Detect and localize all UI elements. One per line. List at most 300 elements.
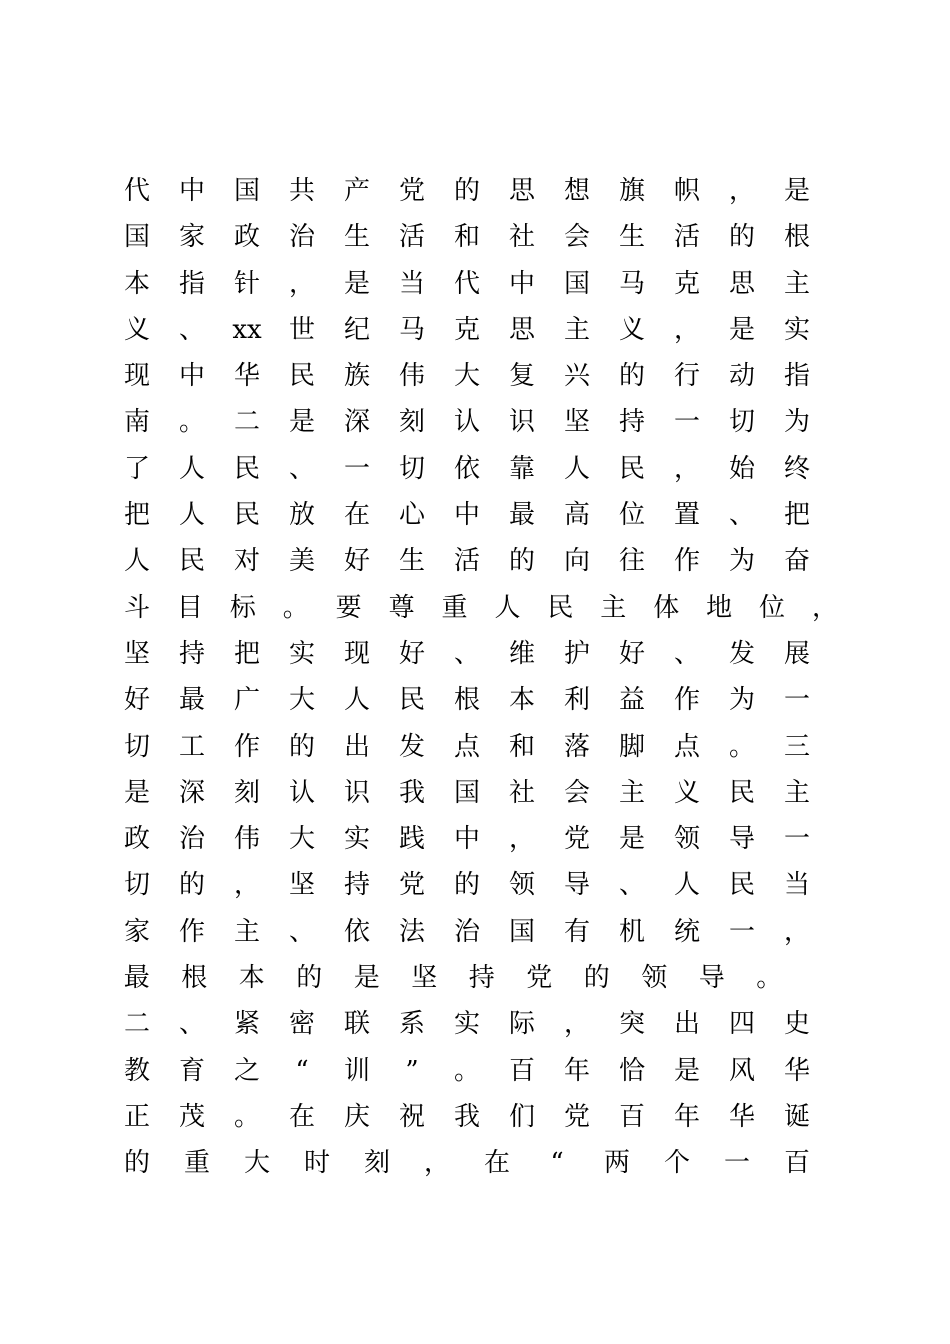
text-glyph: 家 bbox=[178, 222, 205, 253]
text-glyph: 出 bbox=[343, 731, 370, 762]
text-glyph: 当 bbox=[398, 268, 425, 299]
text-glyph: 法 bbox=[398, 916, 425, 947]
text-glyph: “ bbox=[550, 1148, 564, 1179]
text-glyph: 脚 bbox=[618, 731, 645, 762]
text-glyph: 点 bbox=[673, 731, 700, 762]
text-glyph: 两 bbox=[603, 1148, 630, 1179]
text-glyph: 生 bbox=[618, 222, 645, 253]
text-line bbox=[122, 724, 812, 770]
text-glyph: 在 bbox=[288, 1101, 315, 1132]
text-glyph: ， bbox=[673, 314, 700, 345]
text-line bbox=[122, 585, 840, 631]
text-glyph: 作 bbox=[178, 916, 205, 947]
text-glyph: 坚 bbox=[411, 963, 438, 994]
text-glyph: 是 bbox=[783, 176, 810, 206]
text-glyph: 根 bbox=[783, 222, 810, 253]
text-glyph: 正 bbox=[123, 1101, 150, 1132]
text-glyph: “ bbox=[295, 1055, 309, 1086]
text-glyph: xx bbox=[232, 314, 262, 345]
text-glyph: 领 bbox=[673, 824, 700, 855]
text-line bbox=[122, 168, 812, 214]
text-glyph: 的 bbox=[728, 222, 755, 253]
text-glyph: 、 bbox=[178, 314, 205, 345]
text-glyph: 是 bbox=[618, 824, 645, 855]
text-glyph: 位 bbox=[618, 500, 645, 531]
text-glyph: 人 bbox=[123, 546, 150, 577]
text-line bbox=[122, 399, 812, 445]
text-glyph: 诞 bbox=[783, 1101, 810, 1132]
text-glyph: 是 bbox=[343, 268, 370, 299]
text-glyph: 民 bbox=[398, 685, 425, 716]
text-glyph: 主 bbox=[783, 777, 810, 808]
text-glyph: 识 bbox=[508, 407, 535, 438]
text-glyph: 社 bbox=[508, 777, 535, 808]
text-line bbox=[122, 955, 812, 1001]
text-glyph: 、 bbox=[288, 453, 315, 484]
text-glyph: 实 bbox=[343, 824, 370, 855]
text-glyph: 马 bbox=[398, 314, 425, 345]
text-glyph: 导 bbox=[728, 824, 755, 855]
text-glyph: 对 bbox=[233, 546, 260, 577]
text-glyph: 本 bbox=[238, 963, 265, 994]
text-glyph: 指 bbox=[178, 268, 205, 299]
text-glyph: 刻 bbox=[398, 407, 425, 438]
text-glyph: 党 bbox=[398, 870, 425, 901]
text-glyph: 向 bbox=[563, 546, 590, 577]
text-glyph: 尊 bbox=[388, 592, 415, 623]
text-glyph: ， bbox=[783, 916, 810, 947]
text-glyph: 。 bbox=[233, 1101, 260, 1132]
text-glyph: 是 bbox=[123, 777, 150, 808]
text-glyph: 导 bbox=[563, 870, 590, 901]
text-glyph: 我 bbox=[398, 777, 425, 808]
text-glyph: 世 bbox=[288, 314, 315, 345]
text-glyph: 大 bbox=[288, 685, 315, 716]
text-glyph: 民 bbox=[728, 870, 755, 901]
text-glyph: 民 bbox=[728, 777, 755, 808]
text-line bbox=[122, 862, 812, 908]
text-glyph: 的 bbox=[618, 361, 645, 392]
text-glyph: 主 bbox=[233, 916, 260, 947]
text-glyph: ， bbox=[423, 1148, 450, 1179]
text-glyph: 人 bbox=[343, 685, 370, 716]
text-glyph: 重 bbox=[183, 1148, 210, 1179]
text-glyph: 人 bbox=[563, 453, 590, 484]
text-line bbox=[122, 631, 812, 677]
text-glyph: 际 bbox=[508, 1009, 535, 1040]
body-text bbox=[122, 168, 838, 1187]
text-glyph: 人 bbox=[178, 453, 205, 484]
text-glyph: 治 bbox=[453, 916, 480, 947]
text-glyph: 政 bbox=[233, 222, 260, 253]
text-glyph: 教 bbox=[123, 1055, 150, 1086]
text-glyph: 有 bbox=[563, 916, 590, 947]
text-glyph: 国 bbox=[123, 222, 150, 253]
text-glyph: 复 bbox=[508, 361, 535, 392]
text-glyph: 民 bbox=[618, 453, 645, 484]
text-glyph: ” bbox=[405, 1055, 419, 1086]
text-glyph: 中 bbox=[178, 361, 205, 392]
text-glyph: 斗 bbox=[123, 592, 150, 623]
text-glyph: 持 bbox=[468, 963, 495, 994]
text-glyph: 们 bbox=[508, 1101, 535, 1132]
text-glyph: 马 bbox=[618, 268, 645, 299]
text-glyph: 人 bbox=[673, 870, 700, 901]
text-glyph: 实 bbox=[288, 638, 315, 669]
text-glyph: ， bbox=[508, 824, 535, 855]
text-glyph: 位 bbox=[759, 592, 786, 623]
text-glyph: 纪 bbox=[343, 314, 370, 345]
text-glyph: 主 bbox=[618, 777, 645, 808]
text-glyph: 坚 bbox=[563, 407, 590, 438]
text-glyph: 终 bbox=[783, 453, 810, 484]
text-line bbox=[122, 909, 812, 955]
text-glyph: 领 bbox=[641, 963, 668, 994]
text-glyph: 治 bbox=[288, 222, 315, 253]
text-glyph: 联 bbox=[343, 1009, 370, 1040]
text-glyph: 主 bbox=[783, 268, 810, 299]
text-glyph: 好 bbox=[618, 638, 645, 669]
text-glyph: 展 bbox=[783, 638, 810, 669]
text-glyph: 心 bbox=[398, 500, 425, 531]
text-glyph: 好 bbox=[398, 638, 425, 669]
text-glyph: 治 bbox=[178, 824, 205, 855]
text-glyph: 为 bbox=[728, 546, 755, 577]
text-glyph: 克 bbox=[673, 268, 700, 299]
text-glyph: 点 bbox=[453, 731, 480, 762]
text-glyph: 义 bbox=[123, 314, 150, 345]
text-glyph: 党 bbox=[398, 176, 425, 206]
text-glyph: 大 bbox=[453, 361, 480, 392]
text-glyph: 领 bbox=[508, 870, 535, 901]
text-line bbox=[122, 214, 812, 260]
text-glyph: 、 bbox=[288, 916, 315, 947]
text-glyph: 思 bbox=[508, 176, 535, 206]
text-glyph: 落 bbox=[563, 731, 590, 762]
text-line bbox=[122, 446, 812, 492]
text-glyph: 一 bbox=[723, 1148, 750, 1179]
text-glyph: 一 bbox=[783, 824, 810, 855]
text-glyph: 义 bbox=[673, 777, 700, 808]
text-glyph: 深 bbox=[343, 407, 370, 438]
text-glyph: 帜 bbox=[673, 176, 700, 206]
text-glyph: 一 bbox=[783, 685, 810, 716]
text-glyph: 主 bbox=[563, 314, 590, 345]
text-line bbox=[122, 492, 812, 538]
text-glyph: 紧 bbox=[233, 1009, 260, 1040]
text-glyph: 国 bbox=[453, 777, 480, 808]
text-glyph: ， bbox=[673, 453, 700, 484]
text-glyph: 益 bbox=[618, 685, 645, 716]
text-glyph: 育 bbox=[178, 1055, 205, 1086]
text-glyph: 共 bbox=[288, 176, 315, 206]
text-glyph: 指 bbox=[783, 361, 810, 392]
text-glyph: 生 bbox=[398, 546, 425, 577]
text-line bbox=[122, 353, 812, 399]
text-glyph: 的 bbox=[178, 870, 205, 901]
text-glyph: 护 bbox=[563, 638, 590, 669]
text-glyph: 国 bbox=[233, 176, 260, 206]
text-glyph: 三 bbox=[783, 731, 810, 762]
text-glyph: 的 bbox=[583, 963, 610, 994]
text-glyph: 坚 bbox=[288, 870, 315, 901]
text-glyph: 的 bbox=[453, 176, 480, 206]
text-glyph: 民 bbox=[233, 453, 260, 484]
text-glyph: 持 bbox=[618, 407, 645, 438]
text-glyph: 践 bbox=[398, 824, 425, 855]
section-heading-line bbox=[122, 1001, 812, 1047]
text-glyph: 本 bbox=[123, 268, 150, 299]
text-glyph: 祝 bbox=[398, 1101, 425, 1132]
text-glyph: 根 bbox=[181, 963, 208, 994]
text-glyph: 体 bbox=[653, 592, 680, 623]
text-glyph: 作 bbox=[673, 546, 700, 577]
text-glyph: 生 bbox=[343, 222, 370, 253]
text-glyph: 旗 bbox=[618, 176, 645, 206]
text-glyph: 坚 bbox=[123, 638, 150, 669]
text-glyph: 美 bbox=[288, 546, 315, 577]
text-glyph: 中 bbox=[508, 268, 535, 299]
text-glyph: ， bbox=[811, 592, 838, 623]
text-glyph: 民 bbox=[547, 592, 574, 623]
text-glyph: 最 bbox=[508, 500, 535, 531]
text-glyph: 党 bbox=[526, 963, 553, 994]
text-glyph: 往 bbox=[618, 546, 645, 577]
text-glyph: 标 bbox=[229, 592, 256, 623]
text-glyph: 中 bbox=[178, 176, 205, 206]
text-glyph: 百 bbox=[508, 1055, 535, 1086]
text-glyph: 党 bbox=[563, 1101, 590, 1132]
text-glyph: 。 bbox=[728, 731, 755, 762]
text-glyph: 依 bbox=[453, 453, 480, 484]
text-glyph: ， bbox=[233, 870, 260, 901]
text-glyph: 为 bbox=[783, 407, 810, 438]
text-glyph: 是 bbox=[288, 407, 315, 438]
text-glyph: 庆 bbox=[343, 1101, 370, 1132]
text-line bbox=[122, 770, 812, 816]
text-glyph: 人 bbox=[494, 592, 521, 623]
text-glyph: 年 bbox=[673, 1101, 700, 1132]
text-glyph: 把 bbox=[783, 500, 810, 531]
text-glyph: ， bbox=[728, 176, 755, 206]
text-glyph: 高 bbox=[563, 500, 590, 531]
text-glyph: 华 bbox=[233, 361, 260, 392]
text-glyph: 我 bbox=[453, 1101, 480, 1132]
text-glyph: 、 bbox=[728, 500, 755, 531]
text-glyph: 工 bbox=[178, 731, 205, 762]
text-glyph: 机 bbox=[618, 916, 645, 947]
text-glyph: 民 bbox=[288, 361, 315, 392]
text-glyph: 是 bbox=[353, 963, 380, 994]
text-glyph: 实 bbox=[783, 314, 810, 345]
text-glyph: 利 bbox=[563, 685, 590, 716]
text-glyph: 切 bbox=[398, 453, 425, 484]
text-glyph: 切 bbox=[123, 870, 150, 901]
text-glyph: ， bbox=[288, 268, 315, 299]
text-glyph: 针 bbox=[233, 268, 260, 299]
text-glyph: 党 bbox=[563, 824, 590, 855]
text-glyph: 主 bbox=[600, 592, 627, 623]
text-glyph: 训 bbox=[343, 1055, 370, 1086]
text-glyph: 是 bbox=[673, 1055, 700, 1086]
text-line bbox=[122, 538, 812, 584]
text-glyph: 的 bbox=[123, 1148, 150, 1179]
text-glyph: 个 bbox=[663, 1148, 690, 1179]
text-glyph: 深 bbox=[178, 777, 205, 808]
text-line bbox=[122, 1048, 812, 1094]
text-glyph: 当 bbox=[783, 870, 810, 901]
text-glyph: 刻 bbox=[233, 777, 260, 808]
text-glyph: 恰 bbox=[618, 1055, 645, 1086]
text-glyph: 好 bbox=[123, 685, 150, 716]
text-glyph: 之 bbox=[233, 1055, 260, 1086]
text-glyph: 。 bbox=[756, 963, 783, 994]
text-glyph: 义 bbox=[618, 314, 645, 345]
text-glyph: 认 bbox=[288, 777, 315, 808]
text-glyph: 把 bbox=[123, 500, 150, 531]
text-glyph: 把 bbox=[233, 638, 260, 669]
text-glyph: 、 bbox=[618, 870, 645, 901]
text-glyph: 时 bbox=[303, 1148, 330, 1179]
text-glyph: 统 bbox=[673, 916, 700, 947]
text-glyph: 想 bbox=[563, 176, 590, 206]
text-glyph: 要 bbox=[335, 592, 362, 623]
text-glyph: 华 bbox=[783, 1055, 810, 1086]
text-glyph: 在 bbox=[343, 500, 370, 531]
text-glyph: 重 bbox=[441, 592, 468, 623]
text-glyph: 地 bbox=[706, 592, 733, 623]
text-glyph: 动 bbox=[728, 361, 755, 392]
text-glyph: 密 bbox=[288, 1009, 315, 1040]
text-glyph: 持 bbox=[343, 870, 370, 901]
text-glyph: 认 bbox=[453, 407, 480, 438]
text-line bbox=[122, 1094, 812, 1140]
text-glyph: 广 bbox=[233, 685, 260, 716]
text-glyph: 产 bbox=[343, 176, 370, 206]
text-glyph: 思 bbox=[508, 314, 535, 345]
text-glyph: 和 bbox=[453, 222, 480, 253]
text-glyph: 。 bbox=[282, 592, 309, 623]
text-line bbox=[122, 307, 812, 353]
text-glyph: 作 bbox=[233, 731, 260, 762]
text-glyph: 好 bbox=[343, 546, 370, 577]
text-line bbox=[122, 261, 812, 307]
text-glyph: 茂 bbox=[178, 1101, 205, 1132]
text-glyph: 伟 bbox=[233, 824, 260, 855]
text-glyph: 一 bbox=[673, 407, 700, 438]
text-glyph: 大 bbox=[243, 1148, 270, 1179]
text-glyph: 、 bbox=[673, 638, 700, 669]
text-glyph: 发 bbox=[398, 731, 425, 762]
text-glyph: 会 bbox=[563, 222, 590, 253]
text-glyph: 代 bbox=[453, 268, 480, 299]
text-glyph: 政 bbox=[123, 824, 150, 855]
text-glyph: 大 bbox=[288, 824, 315, 855]
text-glyph: 百 bbox=[783, 1148, 810, 1179]
text-glyph: 奋 bbox=[783, 546, 810, 577]
text-glyph: 一 bbox=[728, 916, 755, 947]
text-glyph: 族 bbox=[343, 361, 370, 392]
text-glyph: 现 bbox=[343, 638, 370, 669]
text-glyph: 切 bbox=[728, 407, 755, 438]
text-glyph: 刻 bbox=[363, 1148, 390, 1179]
text-glyph: 四 bbox=[728, 1009, 755, 1040]
text-glyph: 本 bbox=[508, 685, 535, 716]
text-glyph: 的 bbox=[508, 546, 535, 577]
text-glyph: 置 bbox=[673, 500, 700, 531]
text-glyph: 会 bbox=[563, 777, 590, 808]
text-glyph: 、 bbox=[453, 638, 480, 669]
text-glyph: 突 bbox=[618, 1009, 645, 1040]
text-glyph: 行 bbox=[673, 361, 700, 392]
text-glyph: 中 bbox=[453, 824, 480, 855]
text-glyph: 依 bbox=[343, 916, 370, 947]
text-glyph: 克 bbox=[453, 314, 480, 345]
text-glyph: 人 bbox=[178, 500, 205, 531]
text-glyph: 。 bbox=[178, 407, 205, 438]
text-glyph: 现 bbox=[123, 361, 150, 392]
text-glyph: 活 bbox=[673, 222, 700, 253]
text-glyph: 为 bbox=[728, 685, 755, 716]
text-glyph: 年 bbox=[563, 1055, 590, 1086]
text-glyph: 最 bbox=[123, 963, 150, 994]
text-glyph: 民 bbox=[233, 500, 260, 531]
text-glyph: 华 bbox=[728, 1101, 755, 1132]
text-glyph: 作 bbox=[673, 685, 700, 716]
text-glyph: 一 bbox=[343, 453, 370, 484]
text-glyph: 民 bbox=[178, 546, 205, 577]
text-glyph: 百 bbox=[618, 1101, 645, 1132]
text-glyph: 是 bbox=[728, 314, 755, 345]
text-glyph: 根 bbox=[453, 685, 480, 716]
text-glyph: 了 bbox=[123, 453, 150, 484]
text-glyph: 、 bbox=[178, 1009, 205, 1040]
text-glyph: 家 bbox=[123, 916, 150, 947]
text-glyph: 国 bbox=[563, 268, 590, 299]
text-glyph: 导 bbox=[698, 963, 725, 994]
text-glyph: 维 bbox=[508, 638, 535, 669]
text-line bbox=[122, 677, 812, 723]
text-glyph: 最 bbox=[178, 685, 205, 716]
text-glyph: 识 bbox=[343, 777, 370, 808]
text-glyph: 和 bbox=[508, 731, 535, 762]
text-glyph: 南 bbox=[123, 407, 150, 438]
text-glyph: 放 bbox=[288, 500, 315, 531]
text-line bbox=[122, 816, 812, 862]
text-glyph: 活 bbox=[398, 222, 425, 253]
text-glyph: 。 bbox=[453, 1055, 480, 1086]
text-glyph: 活 bbox=[453, 546, 480, 577]
text-glyph: 切 bbox=[123, 731, 150, 762]
text-glyph: 在 bbox=[483, 1148, 510, 1179]
text-glyph: 社 bbox=[508, 222, 535, 253]
text-glyph: 史 bbox=[783, 1009, 810, 1040]
text-glyph: ， bbox=[563, 1009, 590, 1040]
text-glyph: 思 bbox=[728, 268, 755, 299]
text-glyph: 出 bbox=[673, 1009, 700, 1040]
text-glyph: 国 bbox=[508, 916, 535, 947]
text-glyph: 目 bbox=[176, 592, 203, 623]
text-glyph: 始 bbox=[728, 453, 755, 484]
text-glyph: 伟 bbox=[398, 361, 425, 392]
text-glyph: 系 bbox=[398, 1009, 425, 1040]
text-glyph: 兴 bbox=[563, 361, 590, 392]
text-glyph: 持 bbox=[178, 638, 205, 669]
text-glyph: 靠 bbox=[508, 453, 535, 484]
text-glyph: 代 bbox=[123, 176, 150, 206]
text-glyph: 二 bbox=[123, 1009, 150, 1040]
text-glyph: 中 bbox=[453, 500, 480, 531]
